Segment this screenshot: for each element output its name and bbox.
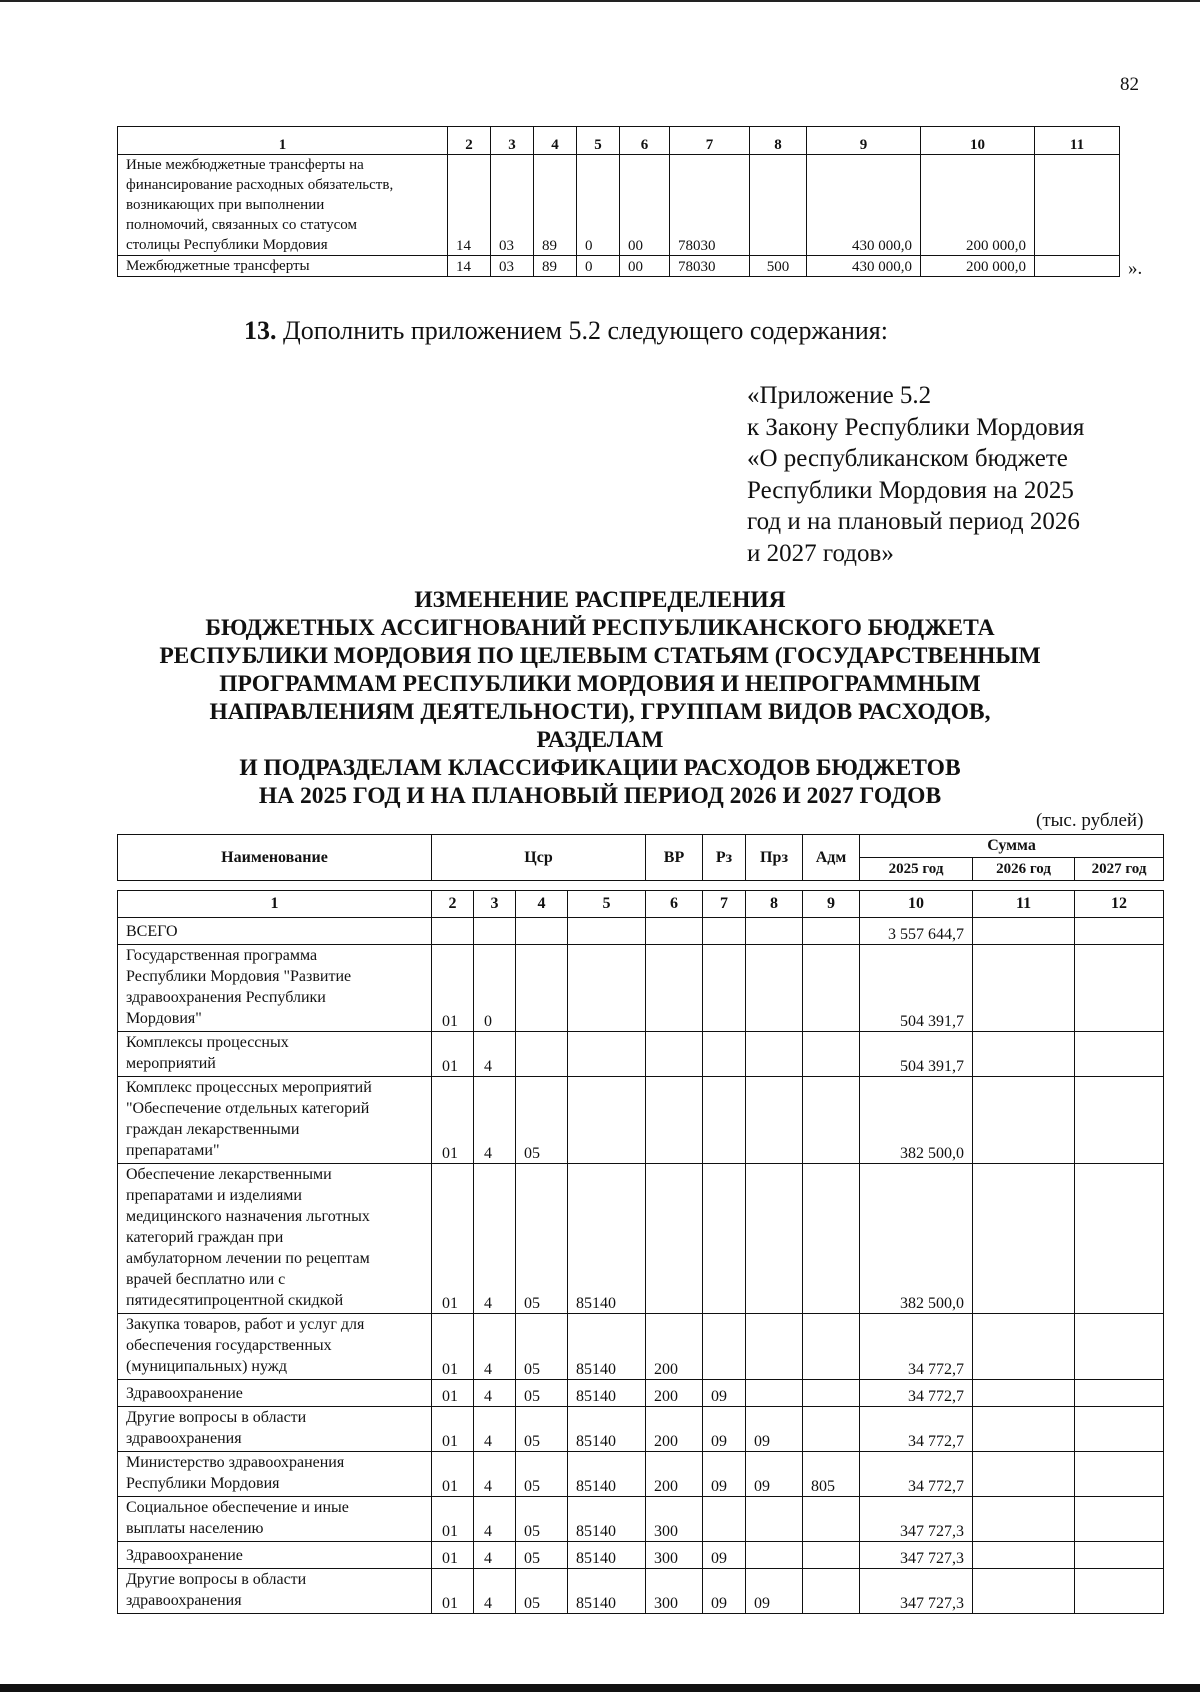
cell-col-5: 85140	[568, 1407, 646, 1452]
cell-col-5: 85140	[568, 1164, 646, 1314]
cell-col-7	[703, 945, 746, 1032]
column-number: 2	[432, 891, 474, 918]
appendix-line: и 2027 годов»	[747, 539, 894, 567]
units-label: (тыс. рублей)	[1036, 810, 1144, 831]
column-number: 10	[860, 891, 973, 918]
gap-cell	[646, 881, 703, 891]
column-number: 9	[807, 127, 921, 155]
cell-col-11	[973, 1077, 1075, 1164]
cell-col-2: 14	[448, 256, 491, 277]
title-line: НА 2025 ГОД И НА ПЛАНОВЫЙ ПЕРИОД 2026 И 2027 ГОДОВ	[258, 783, 942, 809]
cell-col-5: 85140	[568, 1380, 646, 1407]
column-number: 2	[448, 127, 491, 155]
cell-col-5: 85140	[568, 1452, 646, 1497]
table-header-row	[118, 127, 1120, 155]
cell-col-11	[973, 1314, 1075, 1380]
cell-col-10: 200 000,0	[921, 155, 1035, 256]
table-row	[118, 945, 1164, 1032]
cell-col-5: 0	[577, 155, 620, 256]
cell-col-8	[746, 945, 803, 1032]
gap-cell	[860, 881, 973, 891]
column-number: 12	[1075, 891, 1164, 918]
cell-col-11	[973, 1407, 1075, 1452]
row-name	[118, 256, 448, 277]
header-2026: 2026 год	[973, 858, 1075, 881]
row-name-line: Обеспечение лекарственными	[126, 1166, 332, 1183]
title-line: РЕСПУБЛИКИ МОРДОВИЯ ПО ЦЕЛЕВЫМ СТАТЬЯМ (ГОСУДАРСТВЕННЫМ	[159, 643, 1041, 669]
cell-col-5: 0	[577, 256, 620, 277]
column-number: 8	[746, 891, 803, 918]
cell-col-6: 300	[646, 1569, 703, 1614]
cell-col-7: 09	[703, 1542, 746, 1569]
cell-col-2: 01	[432, 1314, 474, 1380]
cell-col-11	[973, 918, 1075, 945]
row-name-line: Другие вопросы в области	[126, 1409, 307, 1426]
continued-table	[117, 126, 1120, 277]
cell-col-3: 4	[474, 1452, 516, 1497]
gap-cell	[118, 881, 432, 891]
cell-col-2: 01	[432, 945, 474, 1032]
column-number: 7	[703, 891, 746, 918]
cell-col-8: 09	[746, 1569, 803, 1614]
cell-col-3: 0	[474, 945, 516, 1032]
row-name	[118, 1569, 432, 1614]
budget-table-header	[118, 835, 1164, 881]
cell-col-10: 34 772,7	[860, 1407, 973, 1452]
cell-col-9	[803, 1380, 860, 1407]
cell-col-4: 05	[516, 1314, 568, 1380]
table-row	[118, 155, 1120, 256]
row-name-line: столицы Республики Мордовия	[126, 237, 328, 253]
cell-col-9	[803, 1077, 860, 1164]
row-name-line: финансирование расходных обязательств,	[126, 177, 394, 193]
cell-col-3: 4	[474, 1077, 516, 1164]
column-number: 3	[491, 127, 534, 155]
cell-col-2: 01	[432, 1032, 474, 1077]
table-row	[118, 1407, 1164, 1452]
row-name-line: здравоохранения Республики	[126, 989, 326, 1006]
row-name-line: врачей бесплатно или с	[126, 1271, 286, 1288]
cell-col-12	[1075, 1077, 1164, 1164]
cell-col-4	[516, 1032, 568, 1077]
column-number: 8	[750, 127, 807, 155]
cell-col-7	[703, 1032, 746, 1077]
cell-col-10: 347 727,3	[860, 1569, 973, 1614]
row-name-line: ВСЕГО	[126, 923, 178, 940]
cell-col-12	[1075, 1314, 1164, 1380]
cell-col-6	[646, 1032, 703, 1077]
top-edge-line	[0, 0, 1200, 2]
cell-col-8	[746, 1497, 803, 1542]
row-name	[118, 155, 448, 256]
cell-col-11	[973, 945, 1075, 1032]
cell-col-3: 4	[474, 1542, 516, 1569]
bottom-edge-bar	[0, 1684, 1200, 1692]
cell-col-10: 34 772,7	[860, 1314, 973, 1380]
cell-col-8	[746, 1032, 803, 1077]
cell-col-6: 200	[646, 1452, 703, 1497]
row-name-line: препаратами"	[126, 1142, 220, 1159]
column-number: 3	[474, 891, 516, 918]
continued-table-body	[118, 127, 1120, 277]
cell-col-9	[803, 1569, 860, 1614]
column-number: 5	[568, 891, 646, 918]
cell-col-9	[803, 918, 860, 945]
cell-col-3: 4	[474, 1380, 516, 1407]
cell-col-8	[750, 155, 807, 256]
row-name-line: "Обеспечение отдельных категорий	[126, 1100, 370, 1117]
row-name-line: здравоохранения	[126, 1592, 242, 1609]
cell-col-9	[803, 1542, 860, 1569]
cell-col-11	[973, 1542, 1075, 1569]
title-line: ПРОГРАММАМ РЕСПУБЛИКИ МОРДОВИЯ И НЕПРОГРАММНЫМ	[219, 671, 981, 697]
cell-col-2: 01	[432, 1077, 474, 1164]
cell-col-5	[568, 918, 646, 945]
header-name: Наименование	[118, 835, 432, 881]
row-name-line: Республики Мордовия "Развитие	[126, 968, 352, 985]
header-csr: Цср	[432, 835, 646, 881]
column-number: 11	[973, 891, 1075, 918]
cell-col-9: 805	[803, 1452, 860, 1497]
cell-col-4	[516, 945, 568, 1032]
cell-col-4: 05	[516, 1569, 568, 1614]
cell-col-7	[703, 1164, 746, 1314]
row-name	[118, 1407, 432, 1452]
cell-col-8: 09	[746, 1452, 803, 1497]
table-row	[118, 1164, 1164, 1314]
cell-col-2: 01	[432, 1497, 474, 1542]
cell-col-12	[1075, 1032, 1164, 1077]
row-name-line: Другие вопросы в области	[126, 1571, 307, 1588]
title-line: БЮДЖЕТНЫХ АССИГНОВАНИЙ РЕСПУБЛИКАНСКОГО БЮДЖЕТА	[205, 615, 995, 641]
row-name	[118, 1542, 432, 1569]
cell-col-9: 430 000,0	[807, 155, 921, 256]
cell-col-2: 01	[432, 1542, 474, 1569]
table-row	[118, 1032, 1164, 1077]
row-name-line: категорий граждан при	[126, 1229, 284, 1246]
cell-col-7	[703, 1314, 746, 1380]
column-number: 4	[516, 891, 568, 918]
cell-col-4: 89	[534, 155, 577, 256]
cell-col-5	[568, 1032, 646, 1077]
row-name-line: пятидесятипроцентной скидкой	[126, 1292, 344, 1309]
row-name	[118, 1380, 432, 1407]
gap-cell	[1075, 881, 1164, 891]
cell-col-12	[1075, 1452, 1164, 1497]
row-name-line: Комплекс процессных мероприятий	[126, 1079, 372, 1096]
cell-col-6	[646, 918, 703, 945]
cell-col-5: 85140	[568, 1497, 646, 1542]
table-row	[118, 1497, 1164, 1542]
cell-col-8: 500	[750, 256, 807, 277]
cell-col-2: 01	[432, 1452, 474, 1497]
cell-col-10: 34 772,7	[860, 1380, 973, 1407]
cell-col-10: 347 727,3	[860, 1497, 973, 1542]
gap-cell	[746, 881, 803, 891]
table-row	[118, 1569, 1164, 1614]
cell-col-11	[973, 1164, 1075, 1314]
cell-col-7: 09	[703, 1452, 746, 1497]
row-name-line: препаратами и изделиями	[126, 1187, 302, 1204]
table-row	[118, 1077, 1164, 1164]
cell-col-6: 200	[646, 1380, 703, 1407]
column-number: 4	[534, 127, 577, 155]
cell-col-9	[803, 945, 860, 1032]
gap-cell	[516, 881, 568, 891]
row-name-line: Межбюджетные трансферты	[126, 258, 310, 274]
column-number-row	[118, 891, 1164, 918]
cell-col-4: 05	[516, 1407, 568, 1452]
column-number: 10	[921, 127, 1035, 155]
row-name-line: Государственная программа	[126, 947, 318, 964]
row-name-line: Министерство здравоохранения	[126, 1454, 345, 1471]
table-row	[118, 918, 1164, 945]
row-name-line: Республики Мордовия	[126, 1475, 280, 1492]
budget-table	[117, 834, 1164, 1614]
cell-col-10: 347 727,3	[860, 1542, 973, 1569]
cell-col-8	[746, 1380, 803, 1407]
table-row	[118, 256, 1120, 277]
cell-col-5: 85140	[568, 1542, 646, 1569]
cell-col-2: 01	[432, 1569, 474, 1614]
cell-col-6: 200	[646, 1314, 703, 1380]
table-row	[118, 1452, 1164, 1497]
cell-col-7: 78030	[670, 256, 750, 277]
title-line: ИЗМЕНЕНИЕ РАСПРЕДЕЛЕНИЯ	[414, 587, 786, 613]
header-prz: Прз	[746, 835, 803, 881]
gap-cell	[703, 881, 746, 891]
cell-col-6: 300	[646, 1497, 703, 1542]
row-name-line: возникающих при выполнении	[126, 197, 325, 213]
cell-col-3: 4	[474, 1497, 516, 1542]
cell-col-11	[973, 1032, 1075, 1077]
header-rz: Рз	[703, 835, 746, 881]
row-name	[118, 1314, 432, 1380]
cell-col-4: 05	[516, 1497, 568, 1542]
gap-cell	[568, 881, 646, 891]
gap-cell	[973, 881, 1075, 891]
row-name-line: мероприятий	[126, 1055, 216, 1072]
cell-col-7: 09	[703, 1569, 746, 1614]
cell-col-5	[568, 1077, 646, 1164]
cell-col-6: 300	[646, 1542, 703, 1569]
cell-col-12	[1075, 1497, 1164, 1542]
cell-col-11	[973, 1452, 1075, 1497]
cell-col-4: 05	[516, 1164, 568, 1314]
cell-col-3	[474, 918, 516, 945]
row-name-line: здравоохранения	[126, 1430, 242, 1447]
table-row	[118, 1542, 1164, 1569]
cell-col-4	[516, 918, 568, 945]
cell-col-12	[1075, 918, 1164, 945]
gap-cell	[432, 881, 474, 891]
cell-col-6: 00	[620, 155, 670, 256]
cell-col-2	[432, 918, 474, 945]
column-number: 7	[670, 127, 750, 155]
cell-col-8	[746, 1542, 803, 1569]
cell-col-12	[1075, 1569, 1164, 1614]
row-name-line: Здравоохранение	[126, 1547, 243, 1564]
appendix-line: год и на плановый период 2026	[747, 508, 1080, 535]
row-name-line: Иные межбюджетные трансферты на	[126, 157, 364, 173]
cell-col-9	[803, 1497, 860, 1542]
column-number: 11	[1035, 127, 1120, 155]
cell-col-8	[746, 1164, 803, 1314]
appendix-line: Республики Мордовия на 2025	[747, 476, 1074, 504]
cell-col-8	[746, 1314, 803, 1380]
row-name	[118, 1497, 432, 1542]
section-text: Дополнить приложением 5.2 следующего содержания:	[283, 316, 888, 345]
row-name	[118, 1077, 432, 1164]
cell-col-10: 382 500,0	[860, 1077, 973, 1164]
header-2027: 2027 год	[1075, 858, 1164, 881]
row-name	[118, 1164, 432, 1314]
column-number: 5	[577, 127, 620, 155]
section-heading	[244, 316, 888, 346]
cell-col-11	[1035, 155, 1120, 256]
cell-col-8: 09	[746, 1407, 803, 1452]
page-number: 82	[1120, 74, 1139, 95]
row-name-line: Здравоохранение	[126, 1385, 243, 1402]
cell-col-2: 14	[448, 155, 491, 256]
cell-col-10: 34 772,7	[860, 1452, 973, 1497]
cell-col-11	[973, 1497, 1075, 1542]
cell-col-7	[703, 1077, 746, 1164]
cell-col-9: 430 000,0	[807, 256, 921, 277]
cell-col-10: 200 000,0	[921, 256, 1035, 277]
budget-table-body	[118, 881, 1164, 1614]
row-name-line: обеспечения государственных	[126, 1337, 332, 1354]
cell-col-8	[746, 918, 803, 945]
cell-col-10: 504 391,7	[860, 1032, 973, 1077]
cell-col-3: 4	[474, 1569, 516, 1614]
cell-col-3: 03	[491, 256, 534, 277]
cell-col-7	[703, 918, 746, 945]
cell-col-5	[568, 945, 646, 1032]
appendix-line: «Приложение 5.2	[747, 382, 932, 409]
cell-col-9	[803, 1407, 860, 1452]
cell-col-9	[803, 1032, 860, 1077]
cell-col-11	[1035, 256, 1120, 277]
cell-col-3: 4	[474, 1314, 516, 1380]
cell-col-7: 78030	[670, 155, 750, 256]
cell-col-4: 05	[516, 1452, 568, 1497]
cell-col-6	[646, 1164, 703, 1314]
row-name-line: медицинского назначения льготных	[126, 1208, 370, 1225]
column-number: 6	[620, 127, 670, 155]
cell-col-12	[1075, 1380, 1164, 1407]
row-name-line: Мордовия"	[126, 1010, 202, 1027]
table-row	[118, 1380, 1164, 1407]
cell-col-6	[646, 1077, 703, 1164]
cell-col-3: 03	[491, 155, 534, 256]
cell-col-12	[1075, 1542, 1164, 1569]
row-name-line: выплаты населению	[126, 1520, 264, 1537]
cell-col-4: 05	[516, 1380, 568, 1407]
cell-col-2: 01	[432, 1380, 474, 1407]
cell-col-9	[803, 1164, 860, 1314]
section-number: 13.	[244, 316, 277, 345]
row-name-line: амбулаторном лечении по рецептам	[126, 1250, 370, 1267]
closing-quote: ».	[1128, 258, 1143, 279]
cell-col-7: 09	[703, 1407, 746, 1452]
cell-col-5: 85140	[568, 1569, 646, 1614]
header-2025: 2025 год	[860, 858, 973, 881]
cell-col-10: 382 500,0	[860, 1164, 973, 1314]
document-title	[150, 586, 1050, 810]
cell-col-12	[1075, 1407, 1164, 1452]
header-gap	[118, 881, 1164, 891]
header-adm: Адм	[803, 835, 860, 881]
row-name	[118, 918, 432, 945]
cell-col-2: 01	[432, 1407, 474, 1452]
row-name-line: (муниципальных) нужд	[126, 1358, 287, 1375]
cell-col-4: 05	[516, 1077, 568, 1164]
row-name	[118, 1032, 432, 1077]
header-sum: Сумма	[860, 835, 1164, 858]
title-line: НАПРАВЛЕНИЯМ ДЕЯТЕЛЬНОСТИ), ГРУППАМ ВИДОВ РАСХОДОВ, РАЗДЕЛАМ	[209, 699, 991, 753]
cell-col-6	[646, 945, 703, 1032]
cell-col-10: 3 557 644,7	[860, 918, 973, 945]
row-name-line: граждан лекарственными	[126, 1121, 300, 1138]
column-number: 1	[118, 891, 432, 918]
cell-col-6: 200	[646, 1407, 703, 1452]
cell-col-7	[703, 1497, 746, 1542]
cell-col-5: 85140	[568, 1314, 646, 1380]
row-name	[118, 1452, 432, 1497]
cell-col-10: 504 391,7	[860, 945, 973, 1032]
table-row	[118, 1314, 1164, 1380]
cell-col-2: 01	[432, 1164, 474, 1314]
cell-col-3: 4	[474, 1407, 516, 1452]
row-name-line: Комплексы процессных	[126, 1034, 289, 1051]
cell-col-4: 05	[516, 1542, 568, 1569]
cell-col-3: 4	[474, 1032, 516, 1077]
title-line: И ПОДРАЗДЕЛАМ КЛАССИФИКАЦИИ РАСХОДОВ БЮДЖЕТОВ	[239, 755, 961, 781]
cell-col-7: 09	[703, 1380, 746, 1407]
cell-col-6: 00	[620, 256, 670, 277]
cell-col-11	[973, 1569, 1075, 1614]
appendix-reference	[747, 380, 1084, 569]
cell-col-9	[803, 1314, 860, 1380]
appendix-line: к Закону Республики Мордовия	[747, 413, 1085, 441]
cell-col-12	[1075, 945, 1164, 1032]
cell-col-3: 4	[474, 1164, 516, 1314]
header-vr: ВР	[646, 835, 703, 881]
cell-col-8	[746, 1077, 803, 1164]
row-name-line: Социальное обеспечение и иные	[126, 1499, 349, 1516]
row-name	[118, 945, 432, 1032]
column-number: 1	[118, 127, 448, 155]
cell-col-11	[973, 1380, 1075, 1407]
appendix-line: «О республиканском бюджете	[747, 445, 1068, 472]
row-name-line: полномочий, связанных со статусом	[126, 217, 357, 233]
row-name-line: Закупка товаров, работ и услуг для	[126, 1316, 365, 1333]
cell-col-12	[1075, 1164, 1164, 1314]
column-number: 6	[646, 891, 703, 918]
gap-cell	[474, 881, 516, 891]
gap-cell	[803, 881, 860, 891]
column-number: 9	[803, 891, 860, 918]
cell-col-4: 89	[534, 256, 577, 277]
